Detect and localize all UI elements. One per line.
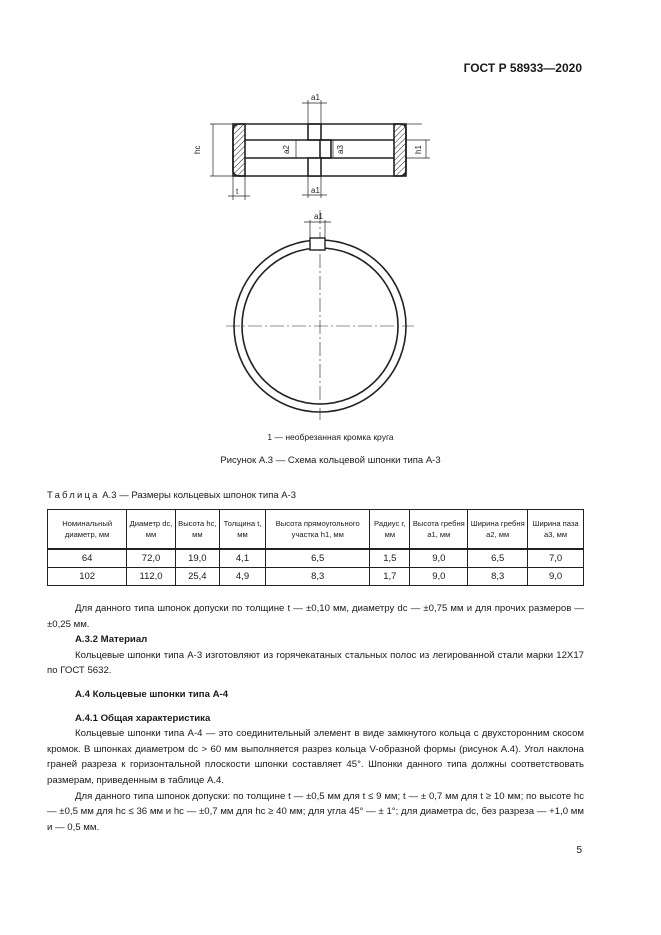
figure-legend: 1 — необрезанная кромка круга [267,432,394,442]
col-ridge-width: Ширина гребня a2, мм [468,510,528,550]
table-cell: 19,0 [175,549,219,568]
label-a3: a3 [336,145,345,154]
table-cell: 25,4 [175,568,219,586]
col-rect-height: Высота прямоугольного участка h1, мм [266,510,370,550]
label-t: t [236,187,239,196]
table-cell: 7,0 [528,549,584,568]
table-cell: 4,9 [219,568,265,586]
table-caption-prefix: Таблица [47,490,100,501]
table-cell: 4,1 [219,549,265,568]
dimensions-table [47,509,584,586]
table-cell: 8,3 [266,568,370,586]
paragraph-material: Кольцевые шпонки типа А-3 изготовляют из горячекатаных стальных полос из легированной стали марки 12Х17 по ГОСТ 5632. [47,649,584,677]
paragraph-a41-tolerance: Для данного типа шпонок допуски: по толщине t — ±0,5 мм для t ≤ 9 мм; t — ± 0,7 мм для t ≥ 10 мм; по высоте hc — ±0,5 мм для hc ≤ 36 мм и hc — ±0,7 мм для hc ≥ 40 мм; для угла 45° — ± 1°; для диаметра dc, без разреза — +1,0 мм и — 0,5 мм. [47,790,584,833]
table-row [48,549,584,568]
table-header-row [48,510,584,550]
label-h1: h1 [414,145,423,154]
label-a1-bottom: a1 [311,186,320,195]
table-cell: 6,5 [266,549,370,568]
col-radius: Радиус r, мм [370,510,410,550]
plan-view [226,210,414,420]
table-row [48,568,584,586]
ring-key-drawing [0,0,661,430]
body-text [47,601,584,835]
document-code: ГОСТ Р 58933—2020 [463,61,582,75]
col-thickness: Толщина t, мм [219,510,265,550]
heading-a32: А.3.2 Материал [75,634,148,646]
heading-a4: А.4 Кольцевые шпонки типа А-4 [75,688,229,700]
paragraph-a41: Кольцевые шпонки типа А-4 — это соединительный элемент в виде замкнутого кольца с двухсторонним скосом кромок. В шпонках диаметром dc > 60 мм выполняется разрез кольца V-образной формы (рисунок А.4). Угол наклона граней разреза к горизонтальной плоскости шпонки составляет 45°. Шпонки данного типа должны соответствовать размерам, приведенным в таблице А.4. [47,728,584,786]
col-height: Высота hc, мм [175,510,219,550]
table-cell: 72,0 [127,549,176,568]
label-a1-top: a1 [311,93,320,102]
table-cell: 6,5 [468,549,528,568]
table-cell: 8,3 [468,568,528,586]
col-groove-width: Ширина паза a3, мм [528,510,584,550]
table-cell: 9,0 [410,549,468,568]
col-ridge-height: Высота гребня a1, мм [410,510,468,550]
table-cell: 64 [48,549,127,568]
paragraph-tolerance: Для данного типа шпонок допуски по толщине t — ±0,10 мм, диаметру dc — ±0,75 мм и для прочих размеров — ±0,25 мм. [47,603,584,630]
label-a2: a2 [282,145,291,154]
table-caption-text: А.3 — Размеры кольцевых шпонок типа А-3 [102,490,297,501]
label-hc: hc [193,145,202,154]
col-diameter: Диаметр dc, мм [127,510,176,550]
page-number: 5 [576,845,582,856]
table-cell: 9,0 [410,568,468,586]
table-cell: 1,7 [370,568,410,586]
table-cell: 102 [48,568,127,586]
figure-caption: Рисунок А.3 — Схема кольцевой шпонки типа А-3 [220,455,441,466]
label-a1-plan: a1 [314,212,323,221]
heading-a41: А.4.1 Общая характеристика [75,712,211,724]
table-cell: 9,0 [528,568,584,586]
table-caption [47,490,296,501]
table-cell: 112,0 [127,568,176,586]
col-nominal-diameter: Номинальный диаметр, мм [48,510,127,550]
table-cell: 1,5 [370,549,410,568]
section-view [233,124,406,176]
